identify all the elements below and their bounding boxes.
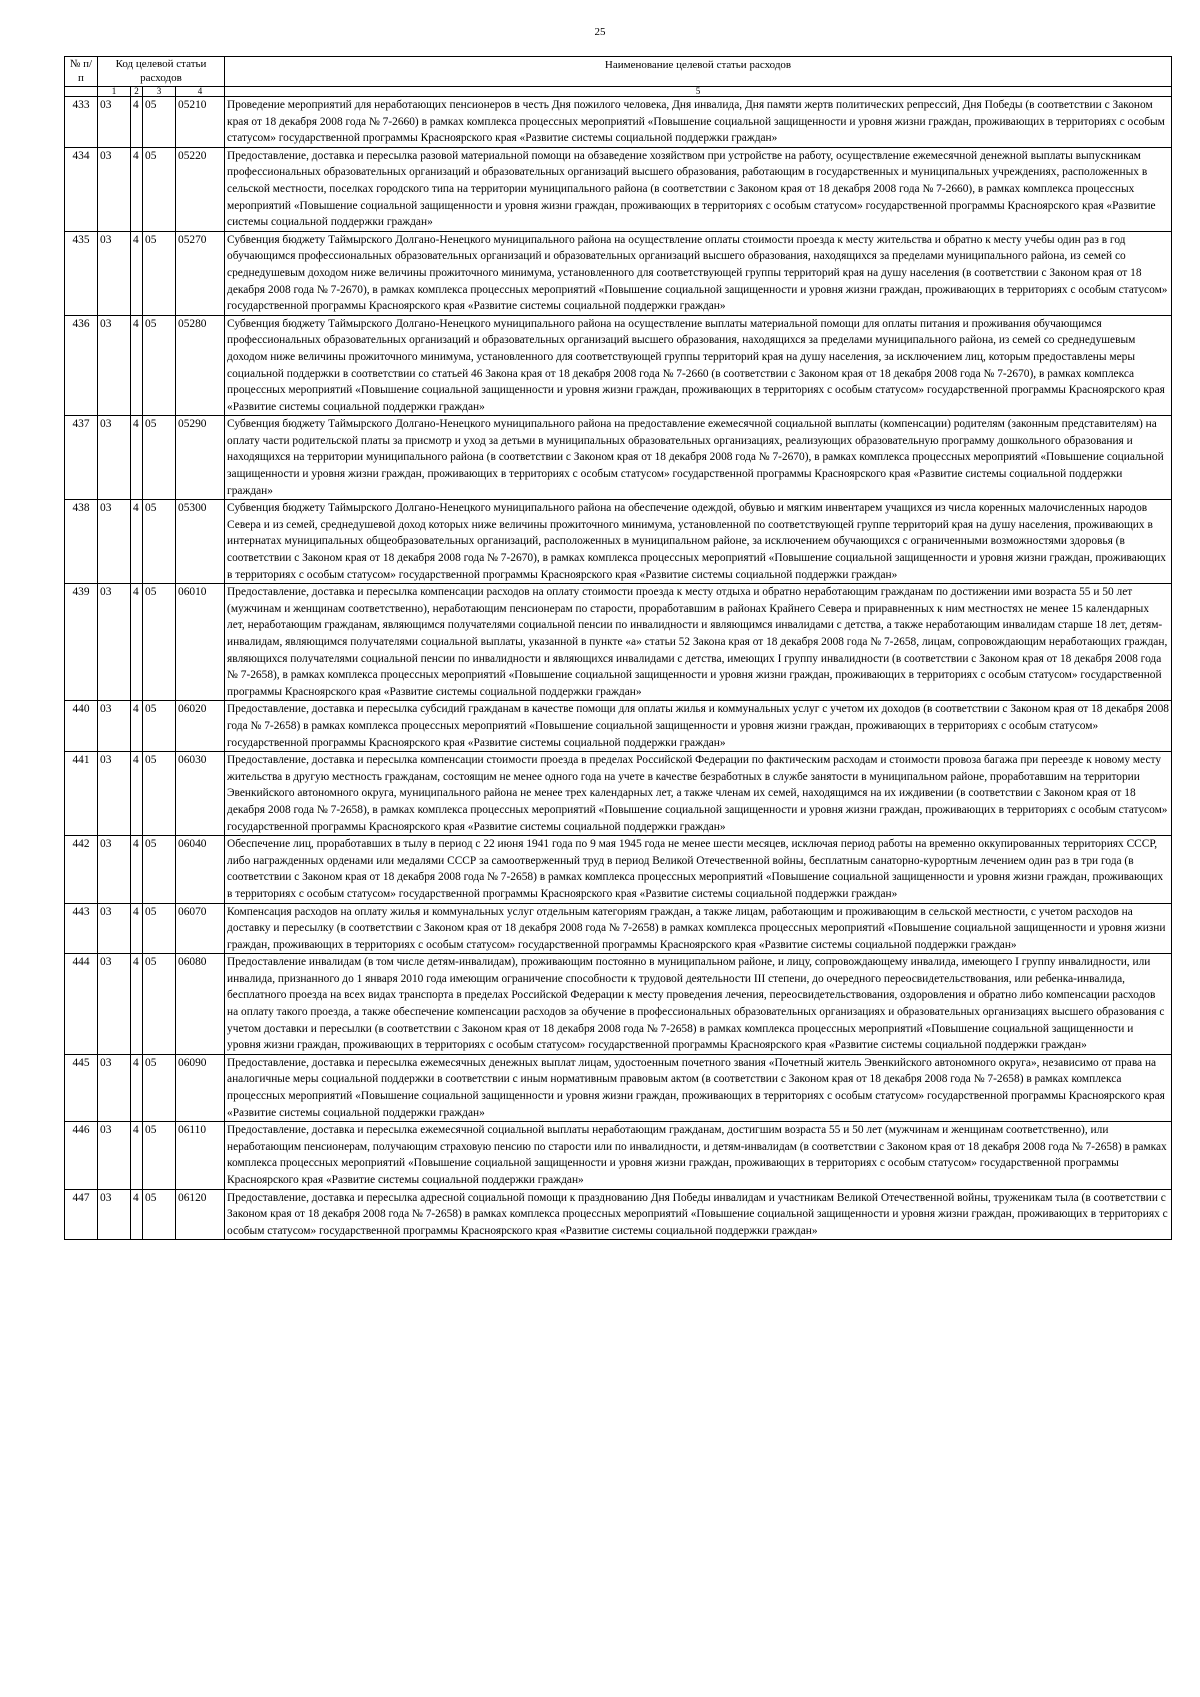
table-row [65, 752, 1172, 836]
code-part-3: 05 [143, 1189, 176, 1240]
code-part-2: 4 [131, 147, 143, 231]
code-part-4: 05210 [176, 97, 225, 148]
code-part-3: 05 [143, 500, 176, 584]
code-part-1: 03 [98, 752, 131, 836]
row-number: 445 [65, 1054, 98, 1121]
code-part-2: 4 [131, 500, 143, 584]
row-number: 444 [65, 954, 98, 1055]
row-description: Субвенция бюджету Таймырского Долгано-Ненецкого муниципального района на осуществление оплаты стоимости проезда к месту жительства и обратно к месту учебы один раз в год обучающимся профессиональных образовательных организаций и образовательных организаций высшего образования, находящихся за пределами муниципального района, из семей со среднедушевым доходом ниже величины прожиточного минимума, установленного для соответствующей группы территорий края на душу населения (в соответствии с Законом края от 18 декабря 2008 года № 7-2670), в рамках комплекса процессных мероприятий «Повышение социальной защищенности и уровня жизни граждан, проживающих в территориях с особым статусом» государственной программы Красноярского края «Развитие системы социальной поддержки граждан» [225, 231, 1172, 315]
row-number: 440 [65, 701, 98, 752]
code-part-3: 05 [143, 954, 176, 1055]
row-number: 438 [65, 500, 98, 584]
budget-classification-table [64, 56, 1172, 1240]
code-part-2: 4 [131, 416, 143, 500]
code-part-3: 05 [143, 701, 176, 752]
code-part-2: 4 [131, 836, 143, 903]
table-body [65, 97, 1172, 1240]
row-description: Предоставление инвалидам (в том числе детям-инвалидам), проживающим постоянно в муниципальном районе, и лицу, сопровождающему инвалида, имеющего I группу инвалидности, или инвалида, признанного до 1 января 2010 года имеющим ограничение способности к трудовой деятельности III степени, до очередного переосвидетельствования, или ребенка-инвалида, бесплатного проезда на всех видах транспорта в пределах Российской Федерации к месту проведения лечения, переосвидетельствования, оздоровления и обратно либо компенсации расходов на оплату такого проезда, а также обеспечение компенсации расходов за обучение в профессиональных образовательных организациях и образовательных организациях высшего образования с учетом доставки и пересылки (в соответствии с Законом края от 18 декабря 2008 года № 7-2658) в рамках комплекса процессных мероприятий «Повышение социальной защищенности и уровня жизни граждан, проживающих в территориях с особым статусом» государственной программы Красноярского края «Развитие системы социальной поддержки граждан» [225, 954, 1172, 1055]
row-number: 434 [65, 147, 98, 231]
row-description: Предоставление, доставка и пересылка компенсации стоимости проезда в пределах Российской Федерации по фактическим расходам и стоимости провоза багажа при переезде к новому месту жительства в другую местность гражданам, состоящим не менее одного года на учете в качестве безработных в службе занятости в муниципальном районе, проработавшим на территории Эвенкийского автономного округа, муниципального района не менее трех календарных лет, а также членам их семей, находящимся на их иждивении (в соответствии с Законом края от 18 декабря 2008 года № 7-2658), в рамках комплекса процессных мероприятий «Повышение социальной защищенности и уровня жизни граждан, проживающих в территориях с особым статусом» государственной программы Красноярского края «Развитие системы социальной поддержки граждан» [225, 752, 1172, 836]
row-description: Компенсация расходов на оплату жилья и коммунальных услуг отдельным категориям граждан, а также лицам, работающим и проживающим в сельской местности, с учетом расходов на доставку и пересылку (в соответствии с Законом края от 18 декабря 2008 года № 7-2658) в рамках комплекса процессных мероприятий «Повышение социальной защищенности и уровня жизни граждан, проживающих в территориях с особым статусом» государственной программы Красноярского края «Развитие системы социальной поддержки граждан» [225, 903, 1172, 954]
row-description: Проведение мероприятий для неработающих пенсионеров в честь Дня пожилого человека, Дня инвалида, Дня памяти жертв политических репрессий, Дня Победы (в соответствии с Законом края от 18 декабря 2008 года № 7-2660) в рамках комплекса процессных мероприятий «Повышение социальной защищенности и уровня жизни граждан, проживающих в территориях с особым статусом» государственной программы Красноярского края «Развитие системы социальной поддержки граждан» [225, 97, 1172, 148]
table-row [65, 584, 1172, 701]
code-part-4: 06120 [176, 1189, 225, 1240]
table-row [65, 1189, 1172, 1240]
row-number: 441 [65, 752, 98, 836]
row-number: 442 [65, 836, 98, 903]
row-number: 447 [65, 1189, 98, 1240]
code-part-4: 06030 [176, 752, 225, 836]
code-part-2: 4 [131, 231, 143, 315]
table-row [65, 416, 1172, 500]
code-part-1: 03 [98, 1054, 131, 1121]
code-part-1: 03 [98, 231, 131, 315]
code-part-4: 06010 [176, 584, 225, 701]
row-description: Субвенция бюджету Таймырского Долгано-Ненецкого муниципального района на обеспечение одеждой, обувью и мягким инвентарем учащихся из числа коренных малочисленных народов Севера и из семей, среднедушевой доход которых ниже величины прожиточного минимума, установленной по соответствующей группе территорий края на душу населения, проживающих в интернатах муниципальных общеобразовательных организаций, расположенных в муниципальном районе, за исключением обучающихся с ограниченными возможностями здоровья (в соответствии с Законом края от 18 декабря 2008 года № 7-2670), в рамках комплекса процессных мероприятий «Повышение социальной защищенности и уровня жизни граждан, проживающих в территориях с особым статусом» государственной программы Красноярского края «Развитие системы социальной поддержки граждан» [225, 500, 1172, 584]
code-part-1: 03 [98, 903, 131, 954]
row-description: Субвенция бюджету Таймырского Долгано-Ненецкого муниципального района на предоставление ежемесячной социальной выплаты (компенсации) родителям (законным представителям) на оплату части родительской платы за присмотр и уход за детьми в муниципальных образовательных организациях, реализующих образовательную программу дошкольного образования и находящихся на территории муниципального района (в соответствии с Законом края от 18 декабря 2008 года № 7-2670), в рамках комплекса процессных мероприятий «Повышение социальной защищенности и уровня жизни граждан, проживающих в территориях с особым статусом» государственной программы Красноярского края «Развитие системы социальной поддержки граждан» [225, 416, 1172, 500]
code-part-4: 05300 [176, 500, 225, 584]
row-description: Предоставление, доставка и пересылка адресной социальной помощи к празднованию Дня Победы инвалидам и участникам Великой Отечественной войны, труженикам тыла (в соответствии с Законом края от 18 декабря 2008 года № 7-2658) в рамках комплекса процессных мероприятий «Повышение социальной защищенности и уровня жизни граждан, проживающих в территориях с особым статусом» государственной программы Красноярского края «Развитие системы социальной поддержки граждан» [225, 1189, 1172, 1240]
code-part-3: 05 [143, 416, 176, 500]
code-part-4: 06020 [176, 701, 225, 752]
code-part-3: 05 [143, 836, 176, 903]
header-index-1: 1 [98, 87, 131, 97]
header-index-2: 2 [131, 87, 143, 97]
code-part-3: 05 [143, 315, 176, 416]
code-part-1: 03 [98, 315, 131, 416]
code-part-2: 4 [131, 1189, 143, 1240]
table-row [65, 1054, 1172, 1121]
code-part-4: 06040 [176, 836, 225, 903]
code-part-4: 05290 [176, 416, 225, 500]
table-row [65, 147, 1172, 231]
table-row [65, 315, 1172, 416]
code-part-3: 05 [143, 1054, 176, 1121]
code-part-2: 4 [131, 903, 143, 954]
code-part-1: 03 [98, 97, 131, 148]
table-row [65, 903, 1172, 954]
code-part-1: 03 [98, 1122, 131, 1189]
code-part-2: 4 [131, 1122, 143, 1189]
row-number: 443 [65, 903, 98, 954]
row-description: Предоставление, доставка и пересылка субсидий гражданам в качестве помощи для оплаты жилья и коммунальных услуг с учетом их доходов (в соответствии с Законом края от 18 декабря 2008 года № 7-2658) в рамках комплекса процессных мероприятий «Повышение социальной защищенности и уровня жизни граждан, проживающих в территориях с особым статусом» государственной программы Красноярского края «Развитие системы социальной поддержки граждан» [225, 701, 1172, 752]
header-row-number: № п/п [65, 57, 98, 87]
table-row [65, 836, 1172, 903]
row-number: 433 [65, 97, 98, 148]
table-row [65, 500, 1172, 584]
code-part-4: 05220 [176, 147, 225, 231]
row-description: Предоставление, доставка и пересылка разовой материальной помощи на обзаведение хозяйством при устройстве на работу, осуществление ежемесячной денежной выплаты выпускникам профессиональных образовательных организаций и образовательных организаций высшего образования, работающим в государственных и муниципальных учреждениях, расположенных в сельской местности, поселках городского типа на территории муниципального района (в соответствии с Законом края от 18 декабря 2008 года № 7-2660), в рамках комплекса процессных мероприятий «Повышение социальной защищенности и уровня жизни граждан, проживающих в территориях с особым статусом» государственной программы Красноярского края «Развитие системы социальной поддержки граждан» [225, 147, 1172, 231]
code-part-1: 03 [98, 954, 131, 1055]
code-part-2: 4 [131, 584, 143, 701]
header-index-5: 5 [225, 87, 1172, 97]
code-part-2: 4 [131, 701, 143, 752]
row-description: Субвенция бюджету Таймырского Долгано-Ненецкого муниципального района на осуществление выплаты материальной помощи для оплаты питания и проживания обучающимся профессиональных образовательных организаций и образовательных организаций высшего образования, находящихся за пределами муниципального района, из семей со среднедушевым доходом ниже величины прожиточного минимума, установленного для соответствующей группы территорий края на душу населения, за исключением лиц, которым предоставлены меры социальной поддержки в соответствии со статьей 46 Закона края от 18 декабря 2008 года № 7-2660 (в соответствии с Законом края от 18 декабря 2008 года № 7-2670), в рамках комплекса процессных мероприятий «Повышение социальной защищенности и уровня жизни граждан, проживающих в территориях с особым статусом» государственной программы Красноярского края «Развитие системы социальной поддержки граждан» [225, 315, 1172, 416]
code-part-1: 03 [98, 147, 131, 231]
code-part-3: 05 [143, 752, 176, 836]
header-index-blank [65, 87, 98, 97]
code-part-3: 05 [143, 231, 176, 315]
code-part-2: 4 [131, 1054, 143, 1121]
header-target-name: Наименование целевой статьи расходов [225, 57, 1172, 87]
header-index-4: 4 [176, 87, 225, 97]
code-part-3: 05 [143, 97, 176, 148]
code-part-3: 05 [143, 903, 176, 954]
table-row [65, 231, 1172, 315]
row-description: Предоставление, доставка и пересылка компенсации расходов на оплату стоимости проезда к месту отдыха и обратно неработающим гражданам по достижении ими возраста 55 и 50 лет (мужчинам и женщинам соответственно), неработающим пенсионерам по старости, проработавшим в районах Крайнего Севера и приравненных к ним местностях не менее 15 календарных лет, неработающим гражданам, являющимся получателями социальной пенсии по инвалидности и являющимся инвалидами с детства, а также неработающим инвалидам старше 18 лет, детям-инвалидам, являющимся получателями социальной выплаты, указанной в пункте «а» статьи 52 Закона края от 18 декабря 2008 года № 7-2658, лицам, сопровождающим неработающих граждан, являющихся получателями социальной пенсии по инвалидности и являющихся инвалидами с детства, имеющих I группу инвалидности (в соответствии с Законом края от 18 декабря 2008 года № 7-2658), в рамках комплекса процессных мероприятий «Повышение социальной защищенности и уровня жизни граждан, проживающих в территориях с особым статусом» государственной программы Красноярского края «Развитие системы социальной поддержки граждан» [225, 584, 1172, 701]
table-row [65, 701, 1172, 752]
table-row [65, 1122, 1172, 1189]
table-row [65, 97, 1172, 148]
code-part-2: 4 [131, 752, 143, 836]
header-target-code: Код целевой статьи расходов [98, 57, 225, 87]
code-part-3: 05 [143, 584, 176, 701]
code-part-3: 05 [143, 1122, 176, 1189]
row-number: 436 [65, 315, 98, 416]
code-part-2: 4 [131, 97, 143, 148]
row-description: Предоставление, доставка и пересылка ежемесячной социальной выплаты неработающим гражданам, достигшим возраста 55 и 50 лет (мужчинам и женщинам соответственно), или неработающим пенсионерам, получающим страховую пенсию по старости или по инвалидности, и детям-инвалидам (в соответствии с Законом края от 18 декабря 2008 года № 7-2658) в рамках комплекса процессных мероприятий «Повышение социальной защищенности и уровня жизни граждан, проживающих в территориях с особым статусом» государственной программы Красноярского края «Развитие системы социальной поддержки граждан» [225, 1122, 1172, 1189]
page-number: 25 [594, 26, 606, 38]
code-part-1: 03 [98, 836, 131, 903]
code-part-2: 4 [131, 315, 143, 416]
code-part-1: 03 [98, 500, 131, 584]
code-part-1: 03 [98, 584, 131, 701]
code-part-2: 4 [131, 954, 143, 1055]
code-part-1: 03 [98, 416, 131, 500]
header-index-3: 3 [143, 87, 176, 97]
row-description: Обеспечение лиц, проработавших в тылу в период с 22 июня 1941 года по 9 мая 1945 года не менее шести месяцев, исключая период работы на временно оккупированных территориях СССР, либо награжденных орденами или медалями СССР за самоотверженный труд в период Великой Отечественной войны, бесплатным санаторно-курортным лечением один раз в три года (в соответствии с Законом края от 18 декабря 2008 года № 7-2658) в рамках комплекса процессных мероприятий «Повышение социальной защищенности и уровня жизни граждан, проживающих в территориях с особым статусом» государственной программы Красноярского края «Развитие системы социальной поддержки граждан» [225, 836, 1172, 903]
code-part-4: 06110 [176, 1122, 225, 1189]
code-part-4: 05270 [176, 231, 225, 315]
row-number: 439 [65, 584, 98, 701]
code-part-4: 06070 [176, 903, 225, 954]
row-number: 446 [65, 1122, 98, 1189]
row-description: Предоставление, доставка и пересылка ежемесячных денежных выплат лицам, удостоенным почетного звания «Почетный житель Эвенкийского автономного округа», независимо от права на аналогичные меры социальной поддержки в соответствии с иным нормативным правовым актом (в соответствии с Законом края от 18 декабря 2008 года № 7-2658) в рамках комплекса процессных мероприятий «Повышение социальной защищенности и уровня жизни граждан, проживающих в территориях с особым статусом» государственной программы Красноярского края «Развитие системы социальной поддержки граждан» [225, 1054, 1172, 1121]
table-row [65, 954, 1172, 1055]
row-number: 437 [65, 416, 98, 500]
code-part-4: 05280 [176, 315, 225, 416]
code-part-4: 06080 [176, 954, 225, 1055]
code-part-1: 03 [98, 701, 131, 752]
code-part-4: 06090 [176, 1054, 225, 1121]
code-part-1: 03 [98, 1189, 131, 1240]
code-part-3: 05 [143, 147, 176, 231]
row-number: 435 [65, 231, 98, 315]
